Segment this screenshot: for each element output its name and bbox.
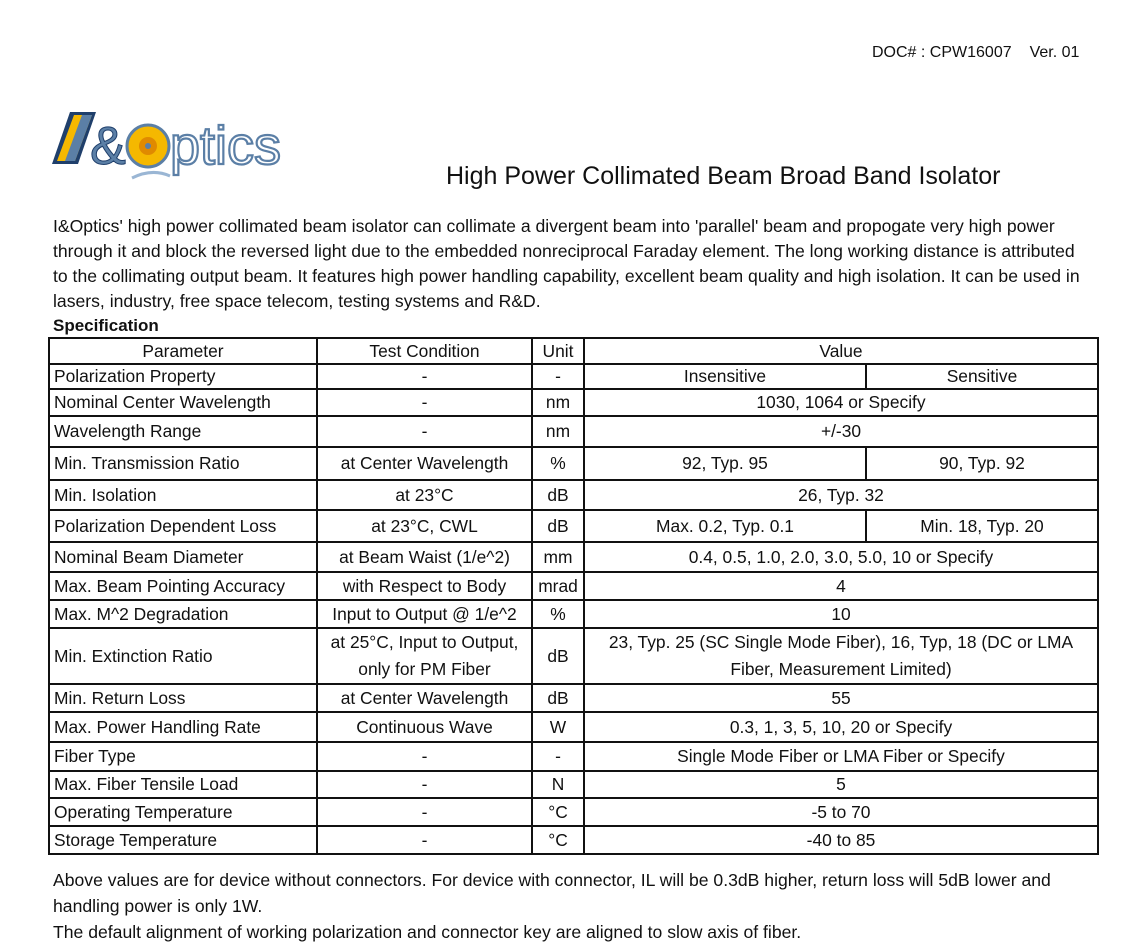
table-row — [49, 389, 1098, 416]
company-logo — [52, 106, 312, 196]
row-unit: nm — [532, 389, 584, 416]
row-value: 1030, 1064 or Specify — [584, 389, 1098, 416]
doc-version: Ver. 01 — [1029, 44, 1080, 61]
logo-graphic — [52, 106, 312, 196]
row-parameter: Wavelength Range — [49, 416, 317, 447]
table-row — [49, 742, 1098, 771]
row-unit: °C — [532, 798, 584, 826]
row-unit: - — [532, 742, 584, 771]
row-parameter: Fiber Type — [49, 742, 317, 771]
row-unit: dB — [532, 628, 584, 684]
row-value-insensitive: Insensitive — [584, 364, 866, 389]
row-value: 23, Typ. 25 (SC Single Mode Fiber), 16, Typ, 18 (DC or LMA Fiber, Measurement Limited) — [584, 628, 1098, 684]
row-value: +/-30 — [584, 416, 1098, 447]
row-parameter: Storage Temperature — [49, 826, 317, 854]
row-value: Single Mode Fiber or LMA Fiber or Specify — [584, 742, 1098, 771]
row-value: 0.3, 1, 3, 5, 10, 20 or Specify — [584, 712, 1098, 742]
table-row — [49, 510, 1098, 542]
table-row — [49, 628, 1098, 684]
row-unit: % — [532, 600, 584, 628]
row-parameter: Min. Extinction Ratio — [49, 628, 317, 684]
row-parameter: Polarization Property — [49, 364, 317, 389]
note-connectors: Above values are for device without connectors. For device with connector, IL will be 0.3dB higher, return loss will 5dB lower and handling power is only 1W. — [53, 870, 1051, 916]
row-parameter: Nominal Beam Diameter — [49, 542, 317, 572]
row-value-insensitive: Max. 0.2, Typ. 0.1 — [584, 510, 866, 542]
row-value: -40 to 85 — [584, 826, 1098, 854]
row-value: 5 — [584, 771, 1098, 798]
row-value: 26, Typ. 32 — [584, 480, 1098, 510]
row-value: 0.4, 0.5, 1.0, 2.0, 3.0, 5.0, 10 or Specify — [584, 542, 1098, 572]
row-condition: at 25°C, Input to Output, only for PM Fiber — [317, 628, 532, 684]
document-number — [872, 44, 1079, 62]
row-condition: - — [317, 771, 532, 798]
row-parameter: Max. Fiber Tensile Load — [49, 771, 317, 798]
doc-label: DOC# : CPW16007 — [872, 44, 1012, 61]
row-value-sensitive: 90, Typ. 92 — [866, 447, 1098, 480]
table-row — [49, 712, 1098, 742]
row-condition: - — [317, 742, 532, 771]
specification-table — [48, 337, 1099, 855]
header-value: Value — [584, 338, 1098, 364]
row-condition: with Respect to Body — [317, 572, 532, 600]
row-condition: at Center Wavelength — [317, 447, 532, 480]
table-row — [49, 771, 1098, 798]
logo-wordmark: ptics — [170, 116, 282, 176]
row-condition: Input to Output @ 1/e^2 — [317, 600, 532, 628]
row-condition: - — [317, 826, 532, 854]
intro-paragraph: I&Optics' high power collimated beam isolator can collimate a divergent beam into 'parallel' beam and propogate very high power through it and block the reversed light due to the embedded nonreciprocal Faraday element. The long working distance is attributed to the collimating output beam. It features high power handling capability, excellent beam quality and high isolation. It can be used in lasers, industry, free space telecom, testing systems and R&D. — [53, 216, 1080, 311]
row-parameter: Operating Temperature — [49, 798, 317, 826]
row-condition: - — [317, 364, 532, 389]
row-unit: - — [532, 364, 584, 389]
row-condition: at 23°C — [317, 480, 532, 510]
row-parameter: Nominal Center Wavelength — [49, 389, 317, 416]
row-condition: at Beam Waist (1/e^2) — [317, 542, 532, 572]
row-value-insensitive: 92, Typ. 95 — [584, 447, 866, 480]
table-row — [49, 600, 1098, 628]
row-value: 55 — [584, 684, 1098, 712]
row-unit: nm — [532, 416, 584, 447]
table-row — [49, 447, 1098, 480]
row-condition: Continuous Wave — [317, 712, 532, 742]
header-condition: Test Condition — [317, 338, 532, 364]
row-unit: dB — [532, 510, 584, 542]
row-value-sensitive: Sensitive — [866, 364, 1098, 389]
row-unit: dB — [532, 480, 584, 510]
row-unit: mm — [532, 542, 584, 572]
row-condition: at Center Wavelength — [317, 684, 532, 712]
logo-ampersand: & — [90, 116, 127, 176]
row-unit: mrad — [532, 572, 584, 600]
row-condition: - — [317, 389, 532, 416]
row-parameter: Max. Beam Pointing Accuracy — [49, 572, 317, 600]
table-row — [49, 684, 1098, 712]
row-condition: - — [317, 798, 532, 826]
row-parameter: Polarization Dependent Loss — [49, 510, 317, 542]
note-alignment: The default alignment of working polarization and connector key are aligned to slow axis of fiber. — [53, 922, 802, 942]
row-parameter: Min. Isolation — [49, 480, 317, 510]
table-row — [49, 542, 1098, 572]
row-unit: °C — [532, 826, 584, 854]
row-unit: N — [532, 771, 584, 798]
row-parameter: Max. M^2 Degradation — [49, 600, 317, 628]
row-unit: W — [532, 712, 584, 742]
row-value: 4 — [584, 572, 1098, 600]
row-parameter: Min. Transmission Ratio — [49, 447, 317, 480]
table-row — [49, 364, 1098, 389]
table-row — [49, 480, 1098, 510]
row-parameter: Max. Power Handling Rate — [49, 712, 317, 742]
row-value: 10 — [584, 600, 1098, 628]
row-value: -5 to 70 — [584, 798, 1098, 826]
table-row — [49, 798, 1098, 826]
row-condition: at 23°C, CWL — [317, 510, 532, 542]
header-unit: Unit — [532, 338, 584, 364]
product-title: High Power Collimated Beam Broad Band Isolator — [446, 162, 1001, 190]
header-parameter: Parameter — [49, 338, 317, 364]
table-row — [49, 826, 1098, 854]
row-unit: % — [532, 447, 584, 480]
row-condition: - — [317, 416, 532, 447]
notes — [53, 867, 1093, 945]
table-row — [49, 572, 1098, 600]
table-row — [49, 416, 1098, 447]
row-unit: dB — [532, 684, 584, 712]
row-value-sensitive: Min. 18, Typ. 20 — [866, 510, 1098, 542]
row-parameter: Min. Return Loss — [49, 684, 317, 712]
table-header-row — [49, 338, 1098, 364]
specification-heading: Specification — [53, 316, 159, 335]
